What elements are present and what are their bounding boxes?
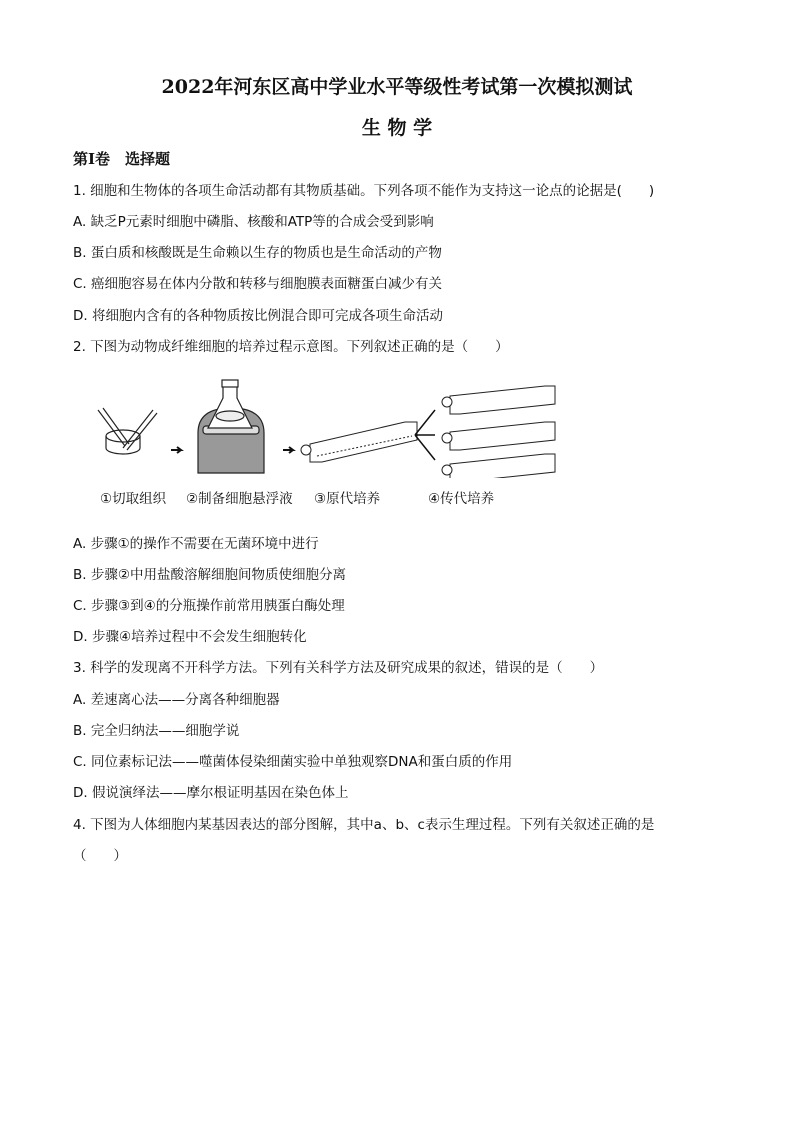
culture-flask-icon bbox=[301, 422, 417, 462]
q3-option-b: B. 完全归纳法——细胞学说 bbox=[73, 723, 240, 739]
figure-caption-2: ②制备细胞悬浮液 bbox=[186, 491, 293, 507]
flask-on-stirrer-icon bbox=[198, 380, 264, 473]
petri-dish-icon bbox=[98, 408, 157, 454]
question-2-stem: 2. 下图为动物成纤维细胞的培养过程示意图。下列叙述正确的是（ ） bbox=[73, 339, 509, 355]
q3-option-d: D. 假说演绎法——摩尔根证明基因在染色体上 bbox=[73, 785, 349, 801]
q1-option-d: D. 将细胞内含有的各种物质按比例混合即可完成各项生命活动 bbox=[73, 308, 443, 324]
cell-culture-diagram bbox=[95, 378, 565, 478]
arrow-icon bbox=[171, 447, 181, 453]
q1-option-c: C. 癌细胞容易在体内分散和转移与细胞膜表面糖蛋白减少有关 bbox=[73, 276, 443, 292]
figure-caption-3: ③原代培养 bbox=[314, 491, 381, 507]
q2-option-b: B. 步骤②中用盐酸溶解细胞间物质使细胞分离 bbox=[73, 567, 346, 583]
question-1-stem: 1. 细胞和生物体的各项生命活动都有其物质基础。下列各项不能作为支持这一论点的论据是( ) bbox=[73, 183, 655, 199]
subject-title: 生 物 学 bbox=[361, 117, 433, 139]
q2-option-d: D. 步骤④培养过程中不会发生细胞转化 bbox=[73, 629, 307, 645]
question-4-stem: 4. 下图为人体细胞内某基因表达的部分图解，其中a、b、c表示生理过程。下列有关叙述正确的是 bbox=[73, 817, 655, 833]
exam-title: 2022年河东区高中学业水平等级性考试第一次模拟测试 bbox=[161, 76, 633, 98]
branch-arrows-icon bbox=[415, 410, 435, 460]
figure-caption-1: ①切取组织 bbox=[100, 491, 167, 507]
culture-flask-icon bbox=[442, 386, 555, 478]
q1-option-b: B. 蛋白质和核酸既是生命赖以生存的物质也是生命活动的产物 bbox=[73, 245, 442, 261]
q2-option-c: C. 步骤③到④的分瓶操作前常用胰蛋白酶处理 bbox=[73, 598, 345, 614]
q3-option-a: A. 差速离心法——分离各种细胞器 bbox=[73, 692, 280, 708]
section-heading: 第Ⅰ卷 选择题 bbox=[73, 150, 171, 168]
q3-option-c: C. 同位素标记法——噬菌体侵染细菌实验中单独观察DNA和蛋白质的作用 bbox=[73, 754, 513, 770]
arrow-icon bbox=[283, 447, 293, 453]
figure-caption-4: ④传代培养 bbox=[428, 491, 495, 507]
q1-option-a: A. 缺乏P元素时细胞中磷脂、核酸和ATP等的合成会受到影响 bbox=[73, 214, 434, 230]
question-4-answer-paren: （ ） bbox=[73, 848, 127, 864]
q2-option-a: A. 步骤①的操作不需要在无菌环境中进行 bbox=[73, 536, 319, 552]
question-3-stem: 3. 科学的发现离不开科学方法。下列有关科学方法及研究成果的叙述，错误的是（ ） bbox=[73, 660, 604, 676]
